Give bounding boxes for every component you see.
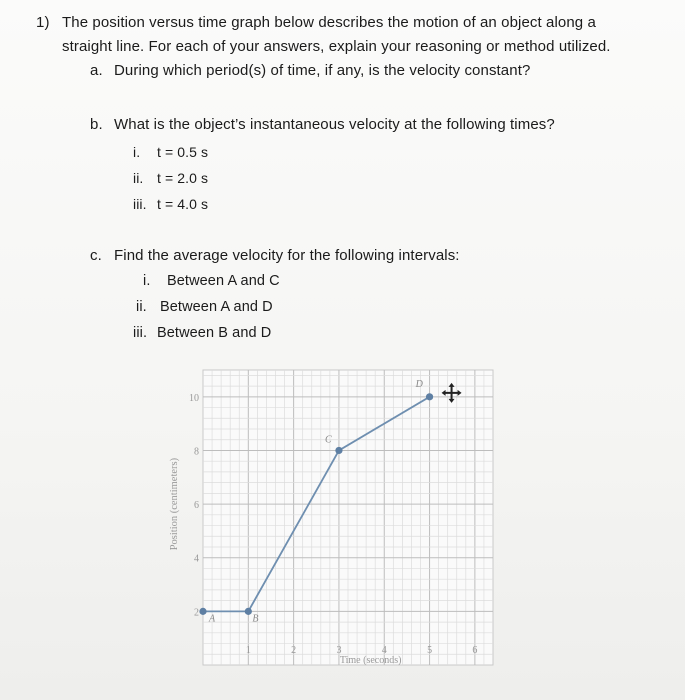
data-point <box>335 447 342 454</box>
part-c-item <box>143 273 280 289</box>
part-b-item-text: t = 2.0 s <box>157 170 209 186</box>
point-label: B <box>252 613 259 625</box>
part-b-item-label: i. <box>133 144 141 160</box>
point-label: D <box>415 378 423 390</box>
data-point <box>245 608 252 615</box>
part-b-item <box>133 170 208 186</box>
graph-grid <box>203 370 493 665</box>
data-point <box>426 393 433 400</box>
part-b-item <box>133 196 208 212</box>
x-axis-title: Time (seconds) <box>339 655 402 666</box>
x-tick-label: 6 <box>472 645 478 656</box>
part-c-item-label: iii. <box>133 325 148 341</box>
data-point <box>199 608 206 615</box>
part-c-item-label: i. <box>143 273 151 289</box>
part-c-item-label: ii. <box>136 299 147 315</box>
question-text-line-2: straight line. For each of your answers, explain your reasoning or method utilized. <box>62 38 611 55</box>
part-c-item <box>133 325 271 341</box>
y-tick-label: 10 <box>189 392 199 404</box>
x-tick-label: 2 <box>291 645 297 656</box>
part-c-text: Find the average velocity for the following intervals: <box>114 247 460 264</box>
x-tick-label: 5 <box>427 645 433 656</box>
y-tick-label: 6 <box>194 500 199 512</box>
question-number: 1) <box>36 14 50 31</box>
part-a-label: a. <box>90 62 103 79</box>
part-c-item-text: Between B and D <box>157 325 272 341</box>
y-tick-label: 2 <box>194 607 199 619</box>
part-b <box>90 116 555 133</box>
position-time-graph <box>155 360 500 690</box>
question-text-line-1: The position versus time graph below describes the motion of an object along a <box>62 14 596 31</box>
part-b-item-label: iii. <box>133 196 147 212</box>
y-axis-title: Position (centimeters) <box>169 457 180 551</box>
part-b-item-text: t = 0.5 s <box>157 144 209 160</box>
x-tick-label: 1 <box>245 645 251 656</box>
part-b-item-label: ii. <box>133 170 144 186</box>
x-tick-label: 3 <box>336 645 342 656</box>
part-c-item <box>136 299 273 315</box>
y-tick-label: 4 <box>194 553 199 565</box>
part-c-item-text: Between A and D <box>160 299 273 315</box>
part-c-label: c. <box>90 247 102 264</box>
point-label: C <box>324 434 332 446</box>
point-label: A <box>209 613 216 625</box>
y-tick-label: 8 <box>194 446 199 458</box>
part-a-text: During which period(s) of time, if any, is the velocity constant? <box>114 62 531 79</box>
x-tick-label: 4 <box>381 645 387 656</box>
part-a <box>90 62 530 79</box>
part-b-label: b. <box>90 116 103 133</box>
part-b-text: What is the object’s instantaneous velocity at the following times? <box>114 116 555 133</box>
part-b-item <box>133 144 208 160</box>
part-c-item-text: Between A and C <box>167 273 280 289</box>
part-b-item-text: t = 4.0 s <box>157 196 209 212</box>
part-c <box>90 247 460 264</box>
